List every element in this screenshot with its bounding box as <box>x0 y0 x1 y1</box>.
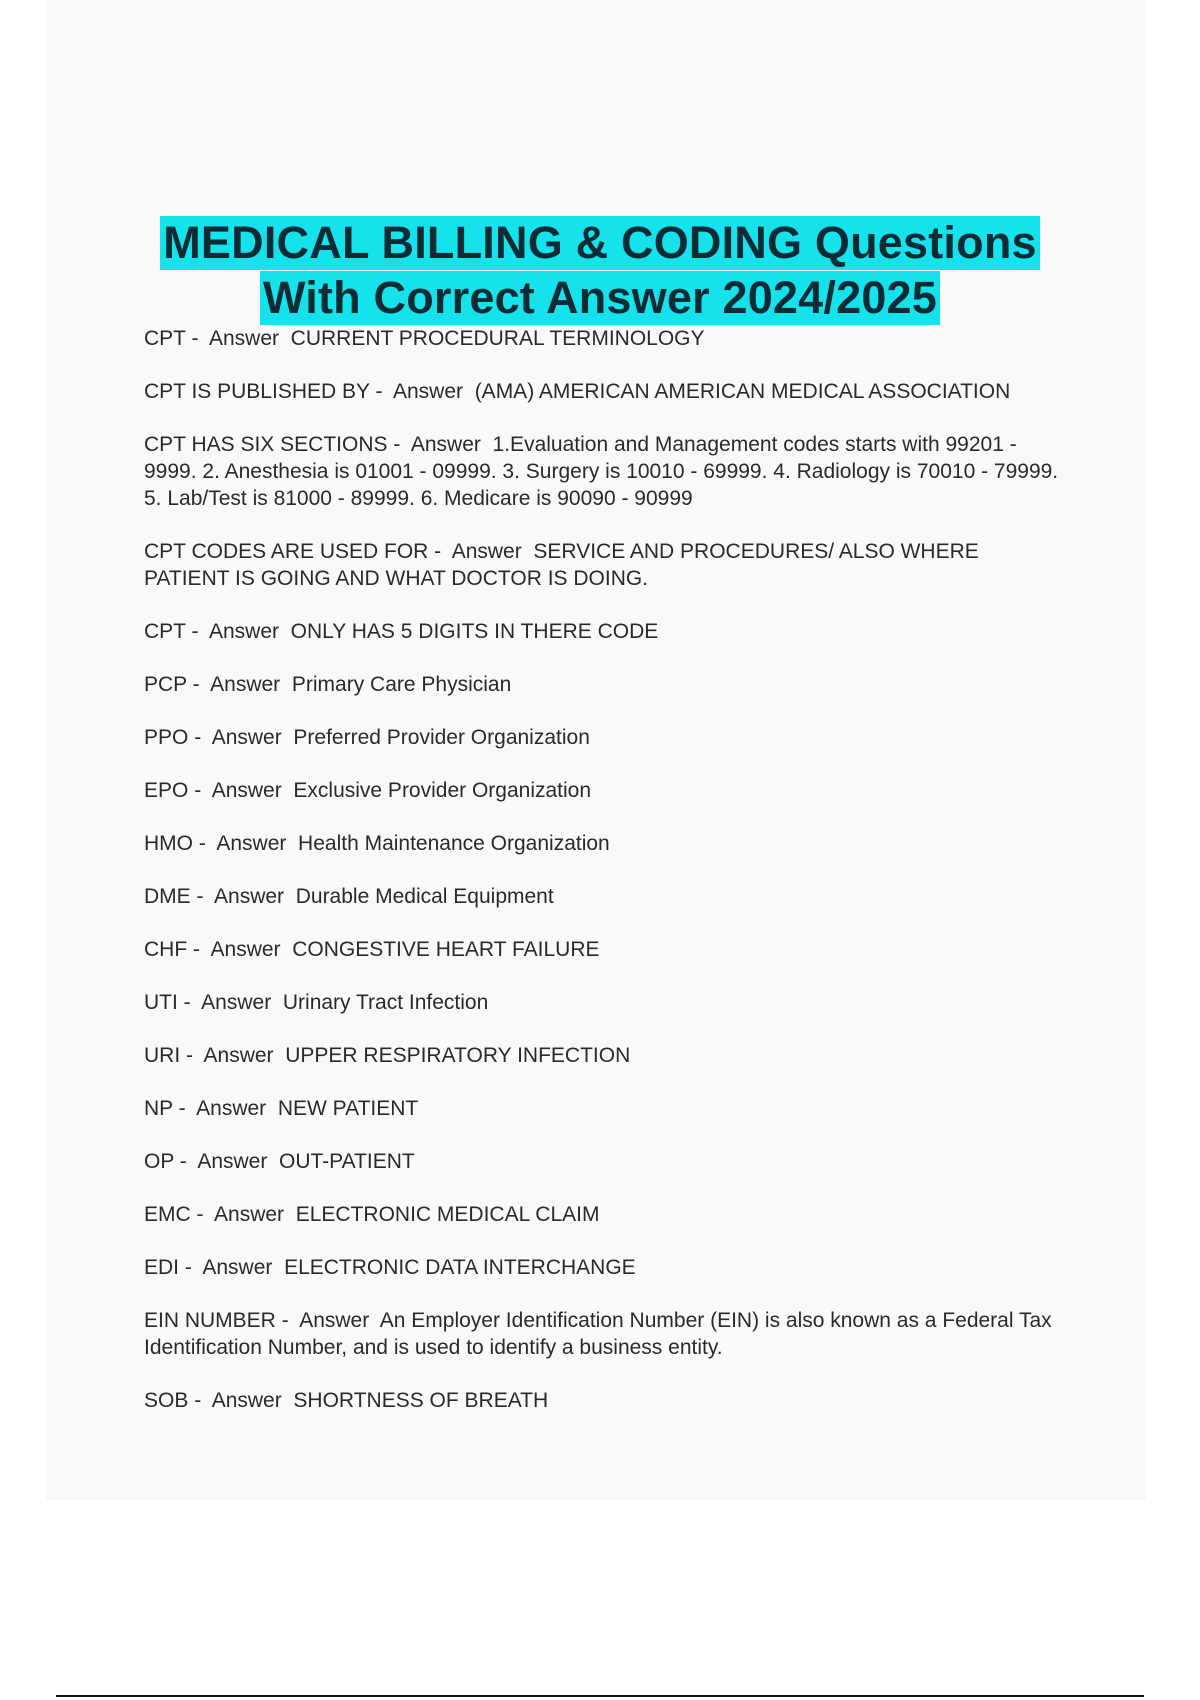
answer-text: 1.Evaluation and Management codes starts with 99201 - 9999. 2. Anesthesia is 01001 - 09999. 3. Surgery is 10010 - 69999. 4. Radiology is 70010 - 79999. 5. Lab/Test is 81000 - 89999. 6. Medicare is 90090 - 90999 <box>144 433 1064 510</box>
answer-text: Durable Medical Equipment <box>295 885 554 908</box>
answer-label: Answer <box>410 433 481 456</box>
qa-item: SOB - Answer SHORTNESS OF BREATH <box>144 1389 549 1412</box>
answer-label: Answer <box>203 1044 274 1067</box>
answer-text: ELECTRONIC DATA INTERCHANGE <box>284 1256 636 1279</box>
answer-label: Answer <box>202 1256 273 1279</box>
answer-text: Primary Care Physician <box>291 673 512 696</box>
answer-text: Urinary Tract Infection <box>282 991 489 1014</box>
answer-text: ONLY HAS 5 DIGITS IN THERE CODE <box>290 620 659 643</box>
question-text: URI <box>144 1044 181 1067</box>
answer-label: Answer <box>208 327 279 350</box>
qa-item: CPT - Answer ONLY HAS 5 DIGITS IN THERE CODE <box>144 620 659 643</box>
question-text: PPO <box>144 726 189 749</box>
answer-label: Answer <box>392 380 464 403</box>
question-text: CPT <box>144 327 186 350</box>
question-text: OP <box>144 1150 174 1173</box>
question-text: CPT IS PUBLISHED BY <box>144 380 370 403</box>
answer-text: Health Maintenance Organization <box>298 832 610 855</box>
qa-item: DME - Answer Durable Medical Equipment <box>144 885 554 908</box>
question-text: EIN NUMBER <box>144 1309 276 1332</box>
answer-label: Answer <box>214 1203 285 1226</box>
answer-text: SERVICE AND PROCEDURES/ ALSO WHERE PATIENT IS GOING AND WHAT DOCTOR IS DOING. <box>144 540 985 590</box>
qa-item: CPT CODES ARE USED FOR - Answer SERVICE AND PROCEDURES/ ALSO WHERE PATIENT IS GOING AND WHAT DOCTOR IS DOING. <box>144 540 985 590</box>
qa-item: OP - Answer OUT-PATIENT <box>144 1150 415 1173</box>
answer-label: Answer <box>216 832 287 855</box>
answer-text: CURRENT PROCEDURAL TERMINOLOGY <box>290 327 705 350</box>
question-text: DME <box>144 885 191 908</box>
answer-label: Answer <box>299 1309 370 1332</box>
answer-text: SHORTNESS OF BREATH <box>293 1389 549 1412</box>
question-text: CPT HAS SIX SECTIONS <box>144 433 388 456</box>
answer-label: Answer <box>210 938 281 961</box>
qa-item: HMO - Answer Health Maintenance Organization <box>144 832 610 855</box>
question-text: CHF <box>144 938 188 961</box>
answer-label: Answer <box>211 1389 282 1412</box>
answer-text: An Employer Identification Number (EIN) is also known as a Federal Tax Identification Number, and is used to identify a business entity. <box>144 1309 1058 1359</box>
question-text: EPO <box>144 779 189 802</box>
qa-item: NP - Answer NEW PATIENT <box>144 1097 419 1120</box>
answer-label: Answer <box>201 991 272 1014</box>
bottom-divider <box>56 1695 1144 1697</box>
qa-item: PPO - Answer Preferred Provider Organization <box>144 726 590 749</box>
qa-item: EMC - Answer ELECTRONIC MEDICAL CLAIM <box>144 1203 600 1226</box>
answer-text: ELECTRONIC MEDICAL CLAIM <box>295 1203 600 1226</box>
answer-text: (AMA) AMERICAN AMERICAN MEDICAL ASSOCIATION <box>474 380 1011 403</box>
answer-text: UPPER RESPIRATORY INFECTION <box>285 1044 631 1067</box>
answer-text: OUT-PATIENT <box>279 1150 415 1173</box>
qa-item: PCP - Answer Primary Care Physician <box>144 673 512 696</box>
qa-item: EPO - Answer Exclusive Provider Organization <box>144 779 592 802</box>
question-text: EDI <box>144 1256 180 1279</box>
qa-item: CHF - Answer CONGESTIVE HEART FAILURE <box>144 938 600 961</box>
qa-item: UTI - Answer Urinary Tract Infection <box>144 991 489 1014</box>
answer-text: CONGESTIVE HEART FAILURE <box>292 938 600 961</box>
answer-label: Answer <box>211 726 282 749</box>
title-line-1: MEDICAL BILLING & CODING Questions <box>160 216 1040 270</box>
answer-text: Exclusive Provider Organization <box>293 779 592 802</box>
answer-label: Answer <box>197 1150 268 1173</box>
question-text: HMO <box>144 832 193 855</box>
question-answer-list <box>144 325 1064 1440</box>
qa-item: EIN NUMBER - Answer An Employer Identification Number (EIN) is also known as a Federal Tax Identification Number, and is used to identify a business entity. <box>144 1309 1058 1359</box>
qa-item: EDI - Answer ELECTRONIC DATA INTERCHANGE <box>144 1256 636 1279</box>
title-line-2: With Correct Answer 2024/2025 <box>260 271 940 325</box>
question-text: CPT <box>144 620 186 643</box>
answer-label: Answer <box>208 620 279 643</box>
qa-item: URI - Answer UPPER RESPIRATORY INFECTION <box>144 1044 631 1067</box>
qa-item: CPT - Answer CURRENT PROCEDURAL TERMINOLOGY <box>144 327 705 350</box>
answer-label: Answer <box>451 540 522 563</box>
answer-label: Answer <box>210 673 281 696</box>
question-text: CPT CODES ARE USED FOR <box>144 540 429 563</box>
qa-item: CPT IS PUBLISHED BY - Answer (AMA) AMERICAN AMERICAN MEDICAL ASSOCIATION <box>144 380 1011 403</box>
answer-label: Answer <box>214 885 285 908</box>
answer-label: Answer <box>211 779 282 802</box>
answer-label: Answer <box>196 1097 267 1120</box>
question-text: SOB <box>144 1389 189 1412</box>
document-title <box>0 216 1200 326</box>
question-text: UTI <box>144 991 178 1014</box>
question-text: EMC <box>144 1203 191 1226</box>
question-text: NP <box>144 1097 173 1120</box>
answer-text: NEW PATIENT <box>277 1097 419 1120</box>
answer-text: Preferred Provider Organization <box>293 726 590 749</box>
question-text: PCP <box>144 673 187 696</box>
qa-item: CPT HAS SIX SECTIONS - Answer 1.Evaluation and Management codes starts with 99201 - 9999. 2. Anesthesia is 01001 - 09999. 3. Surgery is 10010 - 69999. 4. Radiology is 70010 - 79999. 5. Lab/Test is 81000 - 89999. 6. Medicare is 90090 - 90999 <box>144 433 1064 510</box>
